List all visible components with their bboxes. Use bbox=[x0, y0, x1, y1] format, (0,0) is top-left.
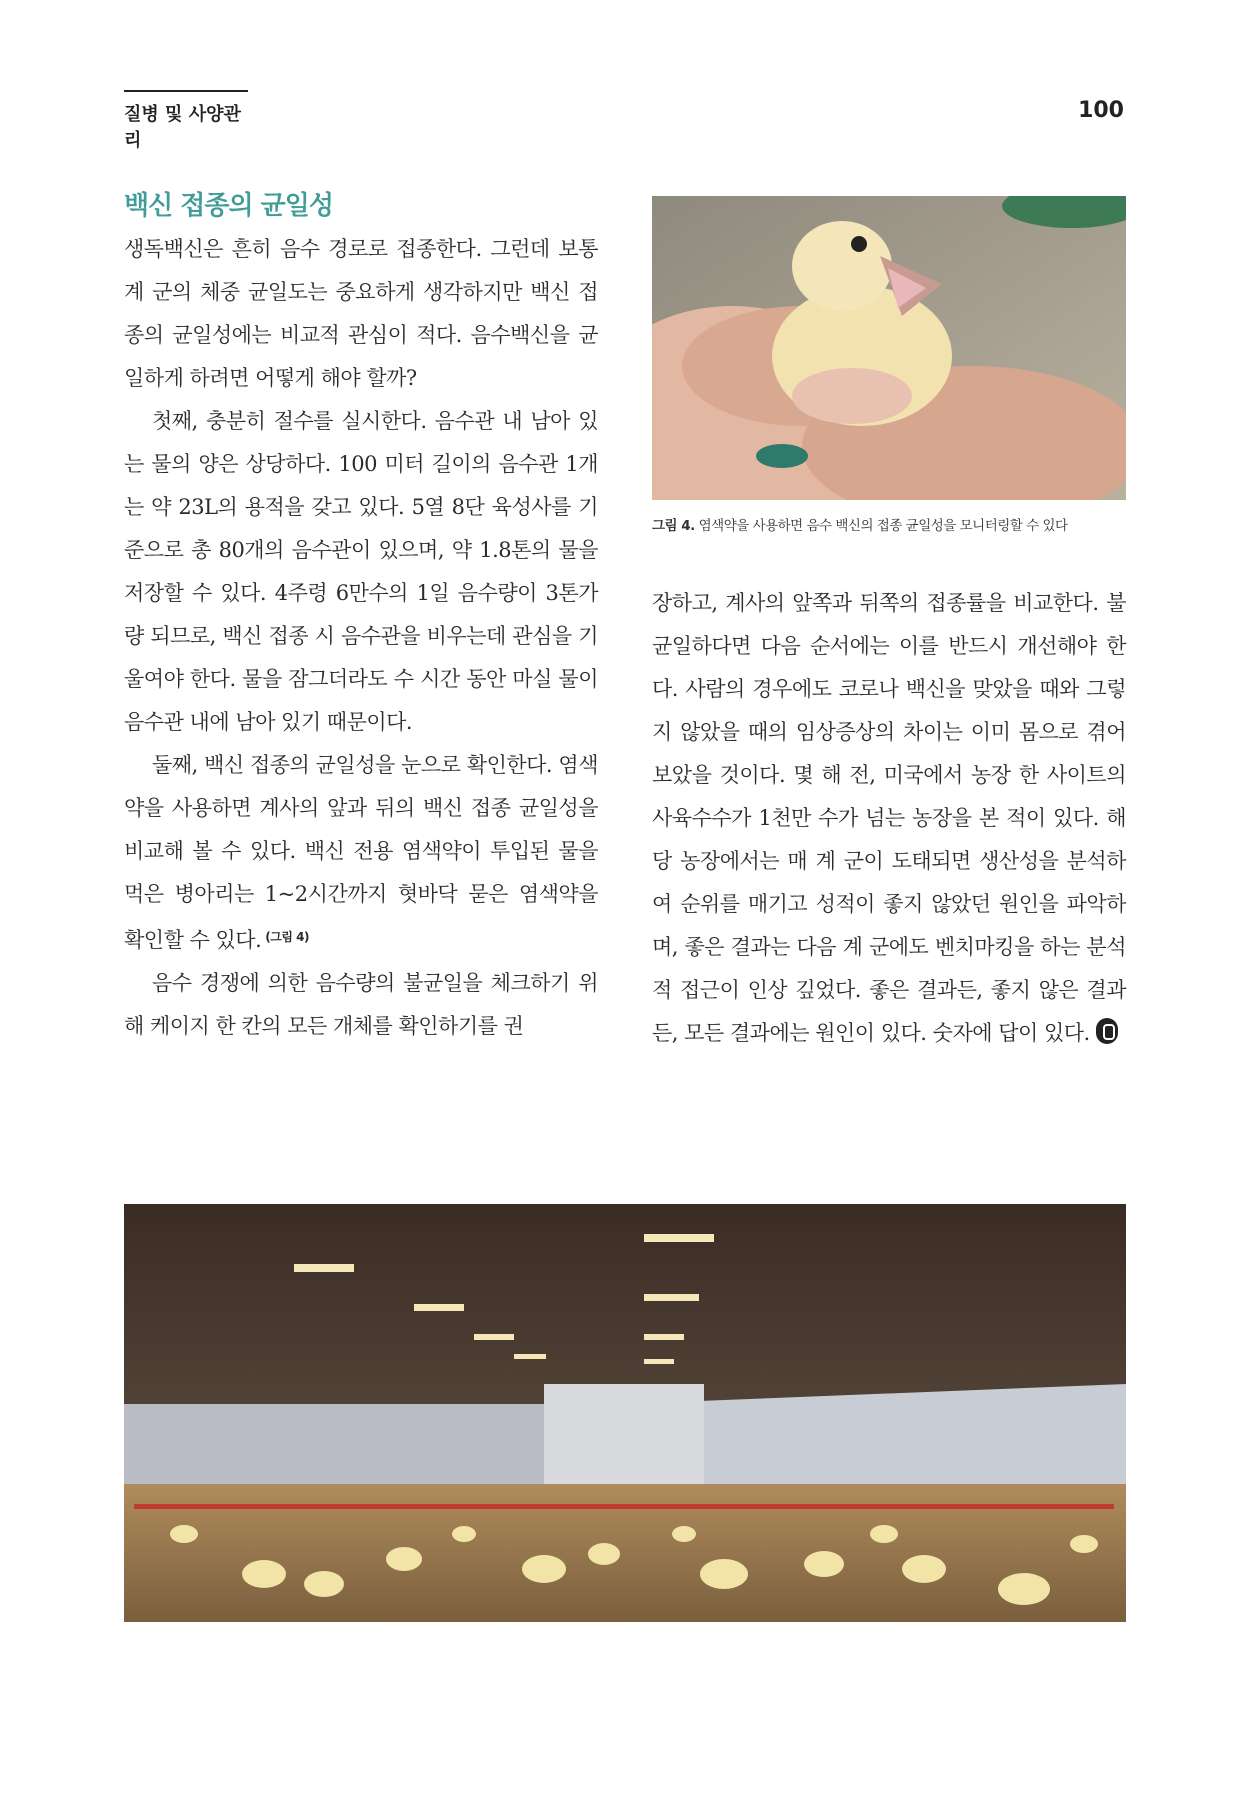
figure-reference: (그림 4) bbox=[265, 930, 309, 944]
broiler-house-photo bbox=[124, 1204, 1126, 1622]
chick-dye-photo bbox=[652, 196, 1126, 500]
page-number: 100 bbox=[1078, 98, 1124, 123]
figure-caption-text: 염색약을 사용하면 음수 백신의 접종 균일성을 모니터링할 수 있다 bbox=[698, 518, 1068, 534]
paragraph-continued-text: 장하고, 계사의 앞쪽과 뒤쪽의 접종률을 비교한다. 불균일하다면 다음 순서에는 이를 반드시 개선해야 한다. 사람의 경우에도 코로나 백신을 맞았을 때와 그렇지 않았을 때의 임상증상의 차이는 이미 몸으로 겪어보았을 것이다. 몇 해 전, 미국에서 농장 한 사이트의 사육수수가 1천만 수가 넘는 농장을 본 적이 있다. 해당 농장에서는 매 계 군이 도태되면 생산성을 분석하여 순위를 매기고 성적이 좋지 않았던 원인을 파악하며, 좋은 결과는 다음 계 군에도 벤치마킹을 하는 분석적 접근이 인상 깊었다. 좋은 결과든, 좋지 않은 결과든, 모든 결과에는 원인이 있다. 숫자에 답이 있다. bbox=[652, 591, 1126, 1045]
paragraph-third: 음수 경쟁에 의한 음수량의 불균일을 체크하기 위해 케이지 한 칸의 모든 개체를 확인하기를 권 bbox=[124, 971, 598, 1038]
right-column bbox=[652, 582, 1126, 1055]
left-column bbox=[124, 184, 598, 1048]
end-mark-icon bbox=[1096, 1018, 1118, 1044]
article-heading: 백신 접종의 균일성 bbox=[124, 191, 334, 221]
paragraph-intro: 생독백신은 흔히 음수 경로로 접종한다. 그런데 보통 계 군의 체중 균일도는 중요하게 생각하지만 백신 접종의 균일성에는 비교적 관심이 적다. 음수백신을 균일하게 하려면 어떻게 해야 할까? bbox=[124, 237, 598, 390]
paragraph-second-text: 둘째, 백신 접종의 균일성을 눈으로 확인한다. 염색약을 사용하면 계사의 앞과 뒤의 백신 접종 균일성을 비교해 볼 수 있다. 백신 전용 염색약이 투입된 물을 먹은 병아리는 1~2시간까지 혓바닥 묻은 염색약을 확인할 수 있다. bbox=[124, 753, 598, 952]
broiler-house-photo-graphic bbox=[124, 1204, 1126, 1622]
chick-dye-photo-graphic bbox=[652, 196, 1126, 500]
paragraph-first: 첫째, 충분히 절수를 실시한다. 음수관 내 남아 있는 물의 양은 상당하다. 100 미터 길이의 음수관 1개는 약 23L의 용적을 갖고 있다. 5열 8단 육성사를 기준으로 총 80개의 음수관이 있으며, 약 1.8톤의 물을 저장할 수 있다. 4주령 6만수의 1일 음수량이 3톤가량 되므로, 백신 접종 시 음수관을 비우는데 관심을 기울여야 한다. 물을 잠그더라도 수 시간 동안 마실 물이 음수관 내에 남아 있기 때문이다. bbox=[124, 409, 598, 734]
figure-caption bbox=[652, 514, 1132, 534]
paragraph-continued bbox=[652, 582, 1126, 1055]
section-title: 질병 및 사양관리 bbox=[124, 90, 248, 152]
paragraph-second bbox=[124, 744, 598, 962]
figure-label: 그림 4. bbox=[652, 518, 695, 534]
